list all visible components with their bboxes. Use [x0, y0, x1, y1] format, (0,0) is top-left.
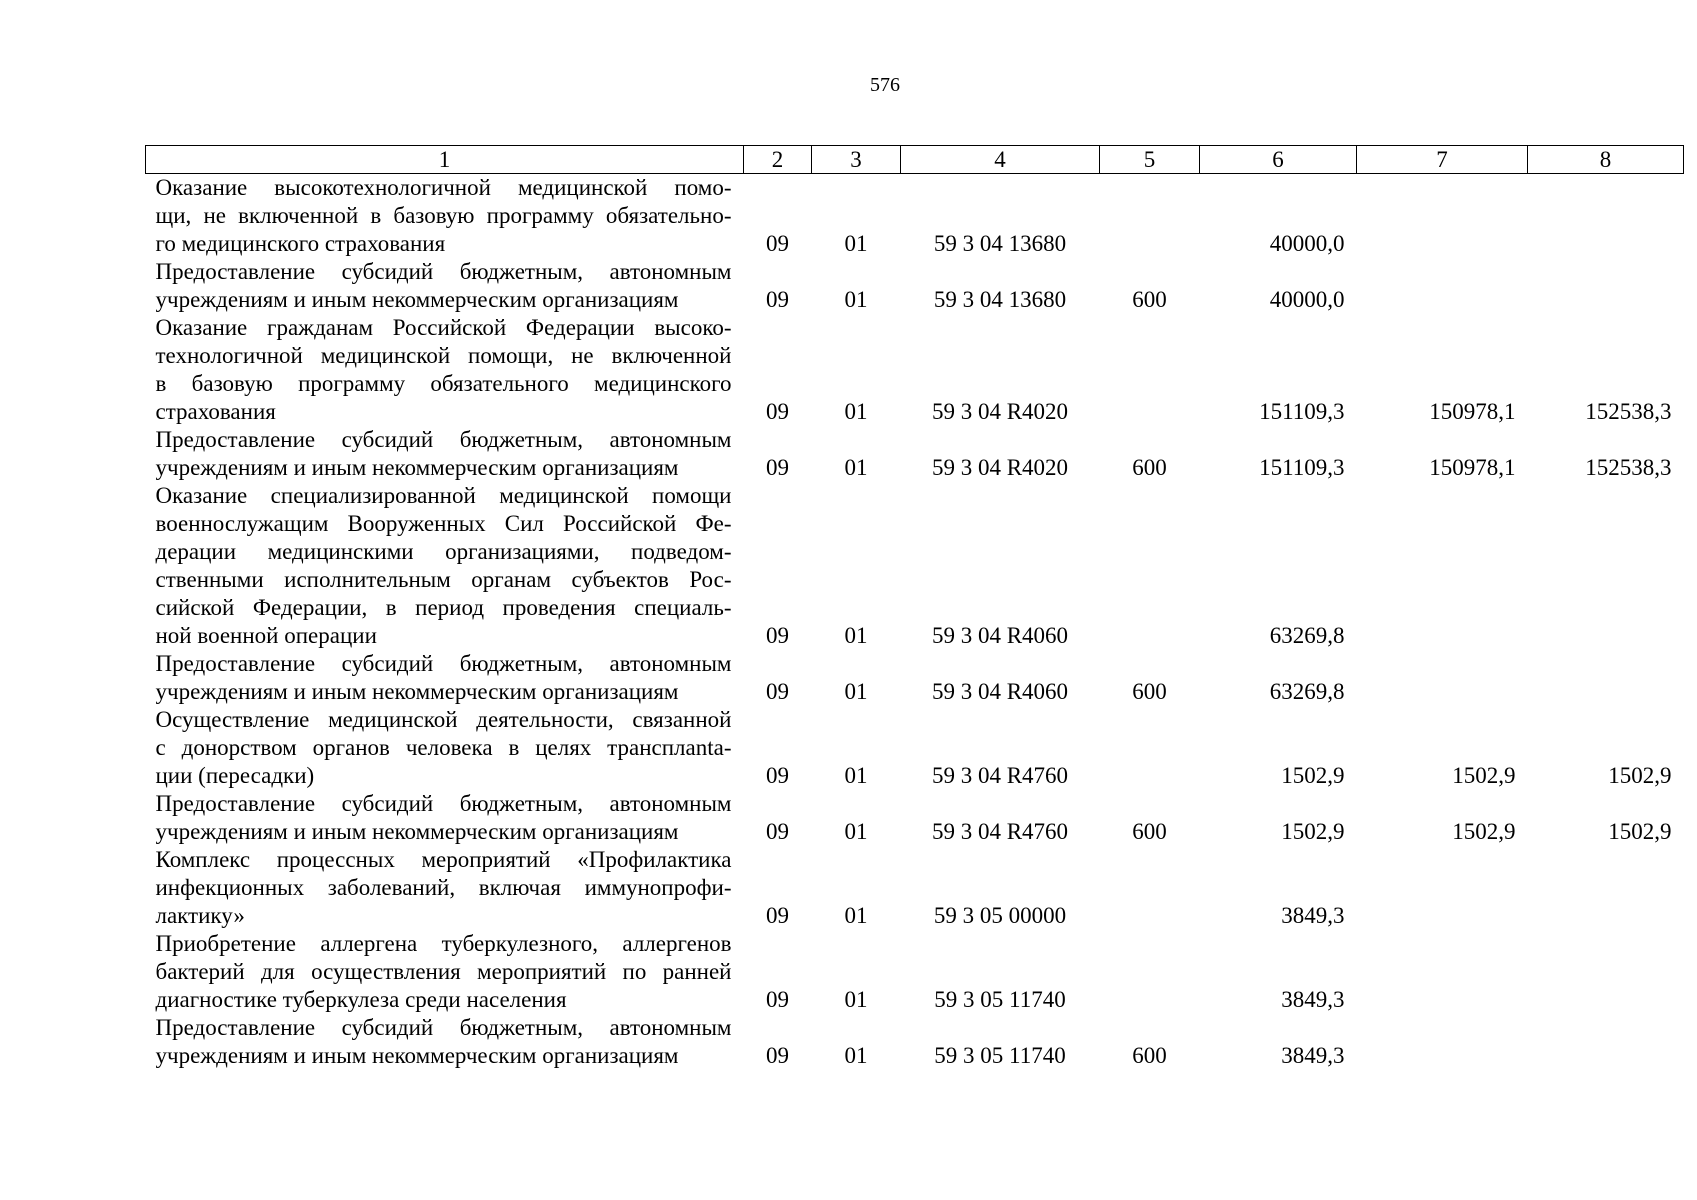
row-name-line: в базовую программу обязательного медицинского	[155, 371, 732, 396]
expense-type-cell: 600	[1132, 287, 1167, 312]
row-name-line: страхования	[155, 399, 276, 424]
amount-year2-cell	[1357, 174, 1528, 259]
row-name-cell	[146, 650, 744, 706]
row-name-line: Осуществление медицинской деятельности, связанной	[155, 707, 732, 732]
amount-year3-cell	[1528, 846, 1684, 930]
row-name-cell	[146, 930, 744, 1014]
target-article-cell: 59 3 04 R4020	[931, 455, 1069, 480]
target-article-cell: 59 3 05 11740	[934, 987, 1066, 1012]
row-name-cell	[146, 706, 744, 790]
target-article-cell: 59 3 04 R4760	[931, 763, 1069, 788]
row-name-line: ной военной операции	[155, 623, 377, 648]
section-code-cell: 09	[766, 455, 789, 480]
amount-year1-cell: 3849,3	[1281, 903, 1345, 928]
section-code-cell: 09	[766, 1043, 789, 1068]
header-cell-2: 2	[744, 146, 812, 174]
table-row	[146, 1014, 1684, 1070]
expense-type-cell	[1100, 846, 1200, 930]
header-cell-8: 8	[1528, 146, 1684, 174]
row-name-line: учреждениям и иным некоммерческим организациям	[155, 819, 679, 844]
subsection-code-cell: 01	[844, 623, 868, 648]
amount-year2-cell: 1502,9	[1452, 819, 1516, 844]
row-name-line: сийской Федерации, в период проведения специаль-	[155, 595, 732, 620]
subsection-code-cell: 01	[844, 819, 868, 844]
amount-year2-cell	[1357, 930, 1528, 1014]
table-header	[146, 146, 1684, 174]
subsection-code-cell: 01	[844, 1043, 868, 1068]
amount-year3-cell	[1528, 930, 1684, 1014]
header-cell-1: 1	[146, 146, 744, 174]
target-article-cell: 59 3 04 R4060	[931, 623, 1069, 648]
row-name-line: учреждениям и иным некоммерческим организациям	[155, 287, 679, 312]
row-name-line: военнослужащим Вооруженных Сил Российской Фе-	[155, 511, 732, 536]
expense-type-cell: 600	[1132, 1043, 1167, 1068]
section-code-cell: 09	[766, 679, 789, 704]
amount-year1-cell: 63269,8	[1269, 623, 1345, 648]
amount-year2-cell: 150978,1	[1429, 455, 1516, 480]
amount-year1-cell: 3849,3	[1281, 1043, 1345, 1068]
subsection-code-cell: 01	[844, 903, 868, 928]
expense-type-cell	[1100, 482, 1200, 650]
row-name-cell	[146, 174, 744, 259]
target-article-cell: 59 3 04 R4020	[931, 399, 1069, 424]
expense-type-cell	[1100, 706, 1200, 790]
target-article-cell: 59 3 04 13680	[933, 231, 1067, 256]
row-name-line: Предоставление субсидий бюджетным, автономным	[155, 651, 732, 676]
row-name-line: щи, не включенной в базовую программу обязательно-	[155, 203, 732, 228]
target-article-cell: 59 3 04 R4760	[931, 819, 1069, 844]
subsection-code-cell: 01	[844, 231, 868, 256]
amount-year3-cell: 1502,9	[1608, 819, 1672, 844]
subsection-code-cell: 01	[844, 399, 868, 424]
section-code-cell: 09	[766, 399, 789, 424]
amount-year2-cell: 150978,1	[1429, 399, 1516, 424]
row-name-cell	[146, 1014, 744, 1070]
budget-table	[145, 145, 1684, 1070]
table-row	[146, 314, 1684, 426]
header-cell-3: 3	[812, 146, 901, 174]
amount-year3-cell	[1528, 174, 1684, 259]
section-code-cell: 09	[766, 287, 789, 312]
row-name-cell	[146, 426, 744, 482]
expense-type-cell	[1100, 314, 1200, 426]
amount-year1-cell: 1502,9	[1281, 763, 1345, 788]
amount-year1-cell: 40000,0	[1269, 287, 1345, 312]
table-row	[146, 650, 1684, 706]
amount-year2-cell	[1357, 482, 1528, 650]
header-cell-5: 5	[1100, 146, 1200, 174]
expense-type-cell	[1100, 930, 1200, 1014]
row-name-line: учреждениям и иным некоммерческим организациям	[155, 1043, 679, 1068]
row-name-line: дерации медицинскими организациями, подведом-	[155, 539, 732, 564]
row-name-line: го медицинского страхования	[155, 231, 446, 256]
subsection-code-cell: 01	[844, 455, 868, 480]
row-name-line: Предоставление субсидий бюджетным, автономным	[155, 427, 732, 452]
row-name-line: Оказание специализированной медицинской помощи	[155, 483, 732, 508]
section-code-cell: 09	[766, 763, 789, 788]
amount-year3-cell	[1528, 482, 1684, 650]
row-name-cell	[146, 846, 744, 930]
expense-type-cell	[1100, 174, 1200, 259]
subsection-code-cell: 01	[844, 679, 868, 704]
row-name-line: Оказание высокотехнологичной медицинской помо-	[155, 175, 732, 200]
row-name-line: учреждениям и иным некоммерческим организациям	[155, 455, 679, 480]
row-name-line: бактерий для осуществления мероприятий по ранней	[155, 959, 732, 984]
amount-year2-cell	[1357, 258, 1528, 314]
section-code-cell: 09	[766, 623, 789, 648]
table-row	[146, 706, 1684, 790]
row-name-cell	[146, 790, 744, 846]
target-article-cell: 59 3 05 00000	[933, 903, 1067, 928]
header-cell-6: 6	[1200, 146, 1357, 174]
row-name-line: ции (пересадки)	[155, 763, 315, 788]
page-number: 576	[870, 74, 900, 96]
row-name-line: Предоставление субсидий бюджетным, автономным	[155, 791, 732, 816]
table-row	[146, 790, 1684, 846]
subsection-code-cell: 01	[844, 763, 868, 788]
table-row	[146, 482, 1684, 650]
table-row	[146, 846, 1684, 930]
amount-year3-cell	[1528, 1014, 1684, 1070]
table-body	[146, 174, 1684, 1071]
row-name-line: лактику»	[155, 903, 245, 928]
amount-year1-cell: 3849,3	[1281, 987, 1345, 1012]
amount-year2-cell	[1357, 846, 1528, 930]
row-name-line: Приобретение аллергена туберкулезного, аллергенов	[155, 931, 732, 956]
amount-year2-cell	[1357, 1014, 1528, 1070]
row-name-line: учреждениям и иным некоммерческим организациям	[155, 679, 679, 704]
amount-year1-cell: 1502,9	[1281, 819, 1345, 844]
amount-year1-cell: 63269,8	[1269, 679, 1345, 704]
table-row	[146, 258, 1684, 314]
amount-year1-cell: 40000,0	[1269, 231, 1345, 256]
header-cell-7: 7	[1357, 146, 1528, 174]
row-name-line: технологичной медицинской помощи, не включенной	[155, 343, 732, 368]
row-name-line: Оказание гражданам Российской Федерации высоко-	[155, 315, 732, 340]
row-name-line: инфекционных заболеваний, включая иммунопрофи-	[155, 875, 732, 900]
row-name-line: Комплекс процессных мероприятий «Профилактика	[155, 847, 732, 872]
target-article-cell: 59 3 04 13680	[933, 287, 1067, 312]
expense-type-cell: 600	[1132, 819, 1167, 844]
section-code-cell: 09	[766, 819, 789, 844]
section-code-cell: 09	[766, 987, 789, 1012]
subsection-code-cell: 01	[844, 287, 868, 312]
amount-year3-cell	[1528, 650, 1684, 706]
row-name-line: ственными исполнительным органам субъектов Рос-	[155, 567, 732, 592]
row-name-line: Предоставление субсидий бюджетным, автономным	[155, 1015, 732, 1040]
amount-year1-cell: 151109,3	[1259, 455, 1345, 480]
section-code-cell: 09	[766, 903, 789, 928]
expense-type-cell: 600	[1132, 679, 1167, 704]
row-name-cell	[146, 482, 744, 650]
amount-year3-cell: 152538,3	[1585, 455, 1672, 480]
header-row	[146, 146, 1684, 174]
amount-year2-cell	[1357, 650, 1528, 706]
row-name-line: диагностике туберкулеза среди населения	[155, 987, 567, 1012]
table-row	[146, 426, 1684, 482]
table-row	[146, 174, 1684, 259]
amount-year3-cell: 1502,9	[1608, 763, 1672, 788]
row-name-line: с донорством органов человека в целях трансплanta-	[155, 735, 732, 760]
amount-year1-cell: 151109,3	[1259, 399, 1345, 424]
section-code-cell: 09	[766, 231, 789, 256]
expense-type-cell: 600	[1132, 455, 1167, 480]
row-name-cell	[146, 314, 744, 426]
row-name-cell	[146, 258, 744, 314]
subsection-code-cell: 01	[844, 987, 868, 1012]
target-article-cell: 59 3 04 R4060	[931, 679, 1069, 704]
target-article-cell: 59 3 05 11740	[934, 1043, 1066, 1068]
amount-year2-cell: 1502,9	[1452, 763, 1516, 788]
header-cell-4: 4	[901, 146, 1100, 174]
amount-year3-cell	[1528, 258, 1684, 314]
table-row	[146, 930, 1684, 1014]
amount-year3-cell: 152538,3	[1585, 399, 1672, 424]
row-name-line: Предоставление субсидий бюджетным, автономным	[155, 259, 732, 284]
